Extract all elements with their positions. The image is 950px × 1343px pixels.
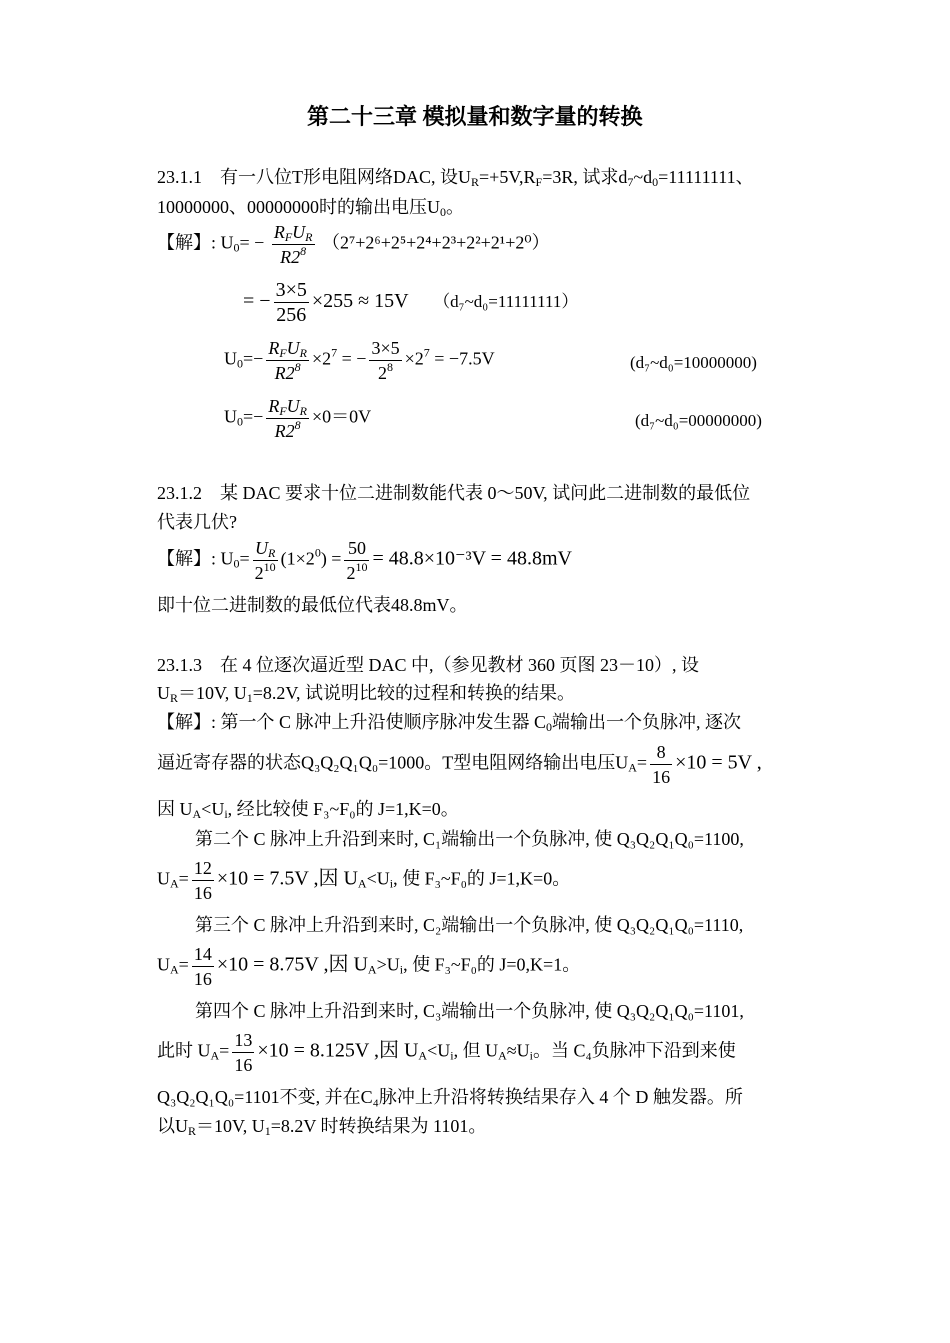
problem-23-1-1-line1: 23.1.1 有一八位T形电阻网络DAC, 设$U_R=+5V,R_F=3R$, 试求$d_7\sim d_0=11111111$、 <box>157 167 754 189</box>
conclusion-23-1-2: 即十位二进制数的最低位代表48.8mV。 <box>157 595 468 615</box>
equation-2: = − $\frac{3\times 5}{256}$ ×255 ≈ 15V （d₇~d₀=11111111） <box>243 279 579 326</box>
equation-1: 【解】: $U_0=$ − $R_FU_R$ $R2^8$ （2⁷+2⁶+2⁵+2⁴+2³+2²+2¹+2⁰） <box>157 222 550 267</box>
problem-23-1-3-line2: $U_R=10V$, $U_1=8.2V$, 试说明比较的过程和转换的结果。 <box>157 683 576 705</box>
equation-3: $U_0=-$ $R_FU_R$ $R2^8$ $\times 2^7$ = − $\frac{3\times 5}{2^8}$ $\times 2^7 = -7.5V$ <box>224 338 495 383</box>
solution-para4-line1: 第四个 C 脉冲上升沿到来时, C₃端输出一个负脉冲, 使 Q₃Q₂Q₁Q₀=1101, <box>195 1001 744 1021</box>
problem-23-1-2-line2: 代表几伏? <box>157 512 237 532</box>
solution-para1-line3: 因 $U_A<U_i$, 经比较使 F₃~F₀的 J=1,K=0。 <box>157 799 459 821</box>
solution-para4-line3: Q₃Q₂Q₁Q₀=1101不变, 并在C₄脉冲上升沿将转换结果存入 4 个 D 触发器。所 <box>157 1087 743 1107</box>
problem-23-1-3-line1: 23.1.3 在 4 位逐次逼近型 DAC 中,（参见教材 360 页图 23－10）, 设 <box>157 655 700 675</box>
solution-para2-line1: 第二个 C 脉冲上升沿到来时, C₁端输出一个负脉冲, 使 Q₃Q₂Q₁Q₀=1100, <box>195 829 744 849</box>
solution-para1-line2: 逼近寄存器的状态Q₃Q₂Q₁Q₀=1000。T型电阻网络输出电压$U_A=$ $\frac{8}{16}$ ×10 = 5V , <box>157 742 762 787</box>
solution-para4-line4: 以$U_R=10V$, $U_1=8.2V$ 时转换结果为 1101。 <box>157 1116 487 1138</box>
solution-para2-line2: $U_A=$ $\frac{12}{16}$ ×10 = 7.5V ,因 $U_A<U_i$, 使 F₃~F₀的 J=1,K=0。 <box>157 858 571 903</box>
solution-para4-line2: 此时 $U_A=$ $\frac{13}{16}$ ×10 = 8.125V ,因 $U_A<U_i$, 但 $U_A\approx U_i$。当 C₄负脉冲下沿到来使 <box>157 1030 736 1075</box>
solution-para3-line1: 第三个 C 脉冲上升沿到来时, C₂端输出一个负脉冲, 使 Q₃Q₂Q₁Q₀=1110, <box>195 915 744 935</box>
equation-5: 【解】: $U_0=$ $\frac{U_R}{2^{10}}$ $(1\times 2^0)$ = $\frac{50}{2^{10}}$ = 48.8×10⁻³V = 48.8mV <box>157 538 572 583</box>
equation-3-condition: (d₇~d₀=10000000) <box>630 353 757 372</box>
solution-para1-line1: 【解】: 第一个 C 脉冲上升沿使顺序脉冲发生器 $C_0$端输出一个负脉冲, 逐次 <box>157 712 742 734</box>
equation-4-condition: (d₇~d₀=00000000) <box>635 411 762 430</box>
page-title: 第二十三章 模拟量和数字量的转换 <box>307 104 643 129</box>
solution-para3-line2: $U_A=$ $\frac{14}{16}$ ×10 = 8.75V ,因 $U_A>U_i$, 使 F₃~F₀的 J=0,K=1。 <box>157 944 581 989</box>
problem-23-1-1-line2: 10000000、00000000时的输出电压$U_0$。 <box>157 197 464 219</box>
equation-4: $U_0=-$ $R_FU_R$ $R2^8$ ×0＝0V <box>224 396 372 441</box>
problem-23-1-2-line1: 23.1.2 某 DAC 要求十位二进制数能代表 0～50V, 试问此二进制数的最低位 <box>157 483 751 503</box>
